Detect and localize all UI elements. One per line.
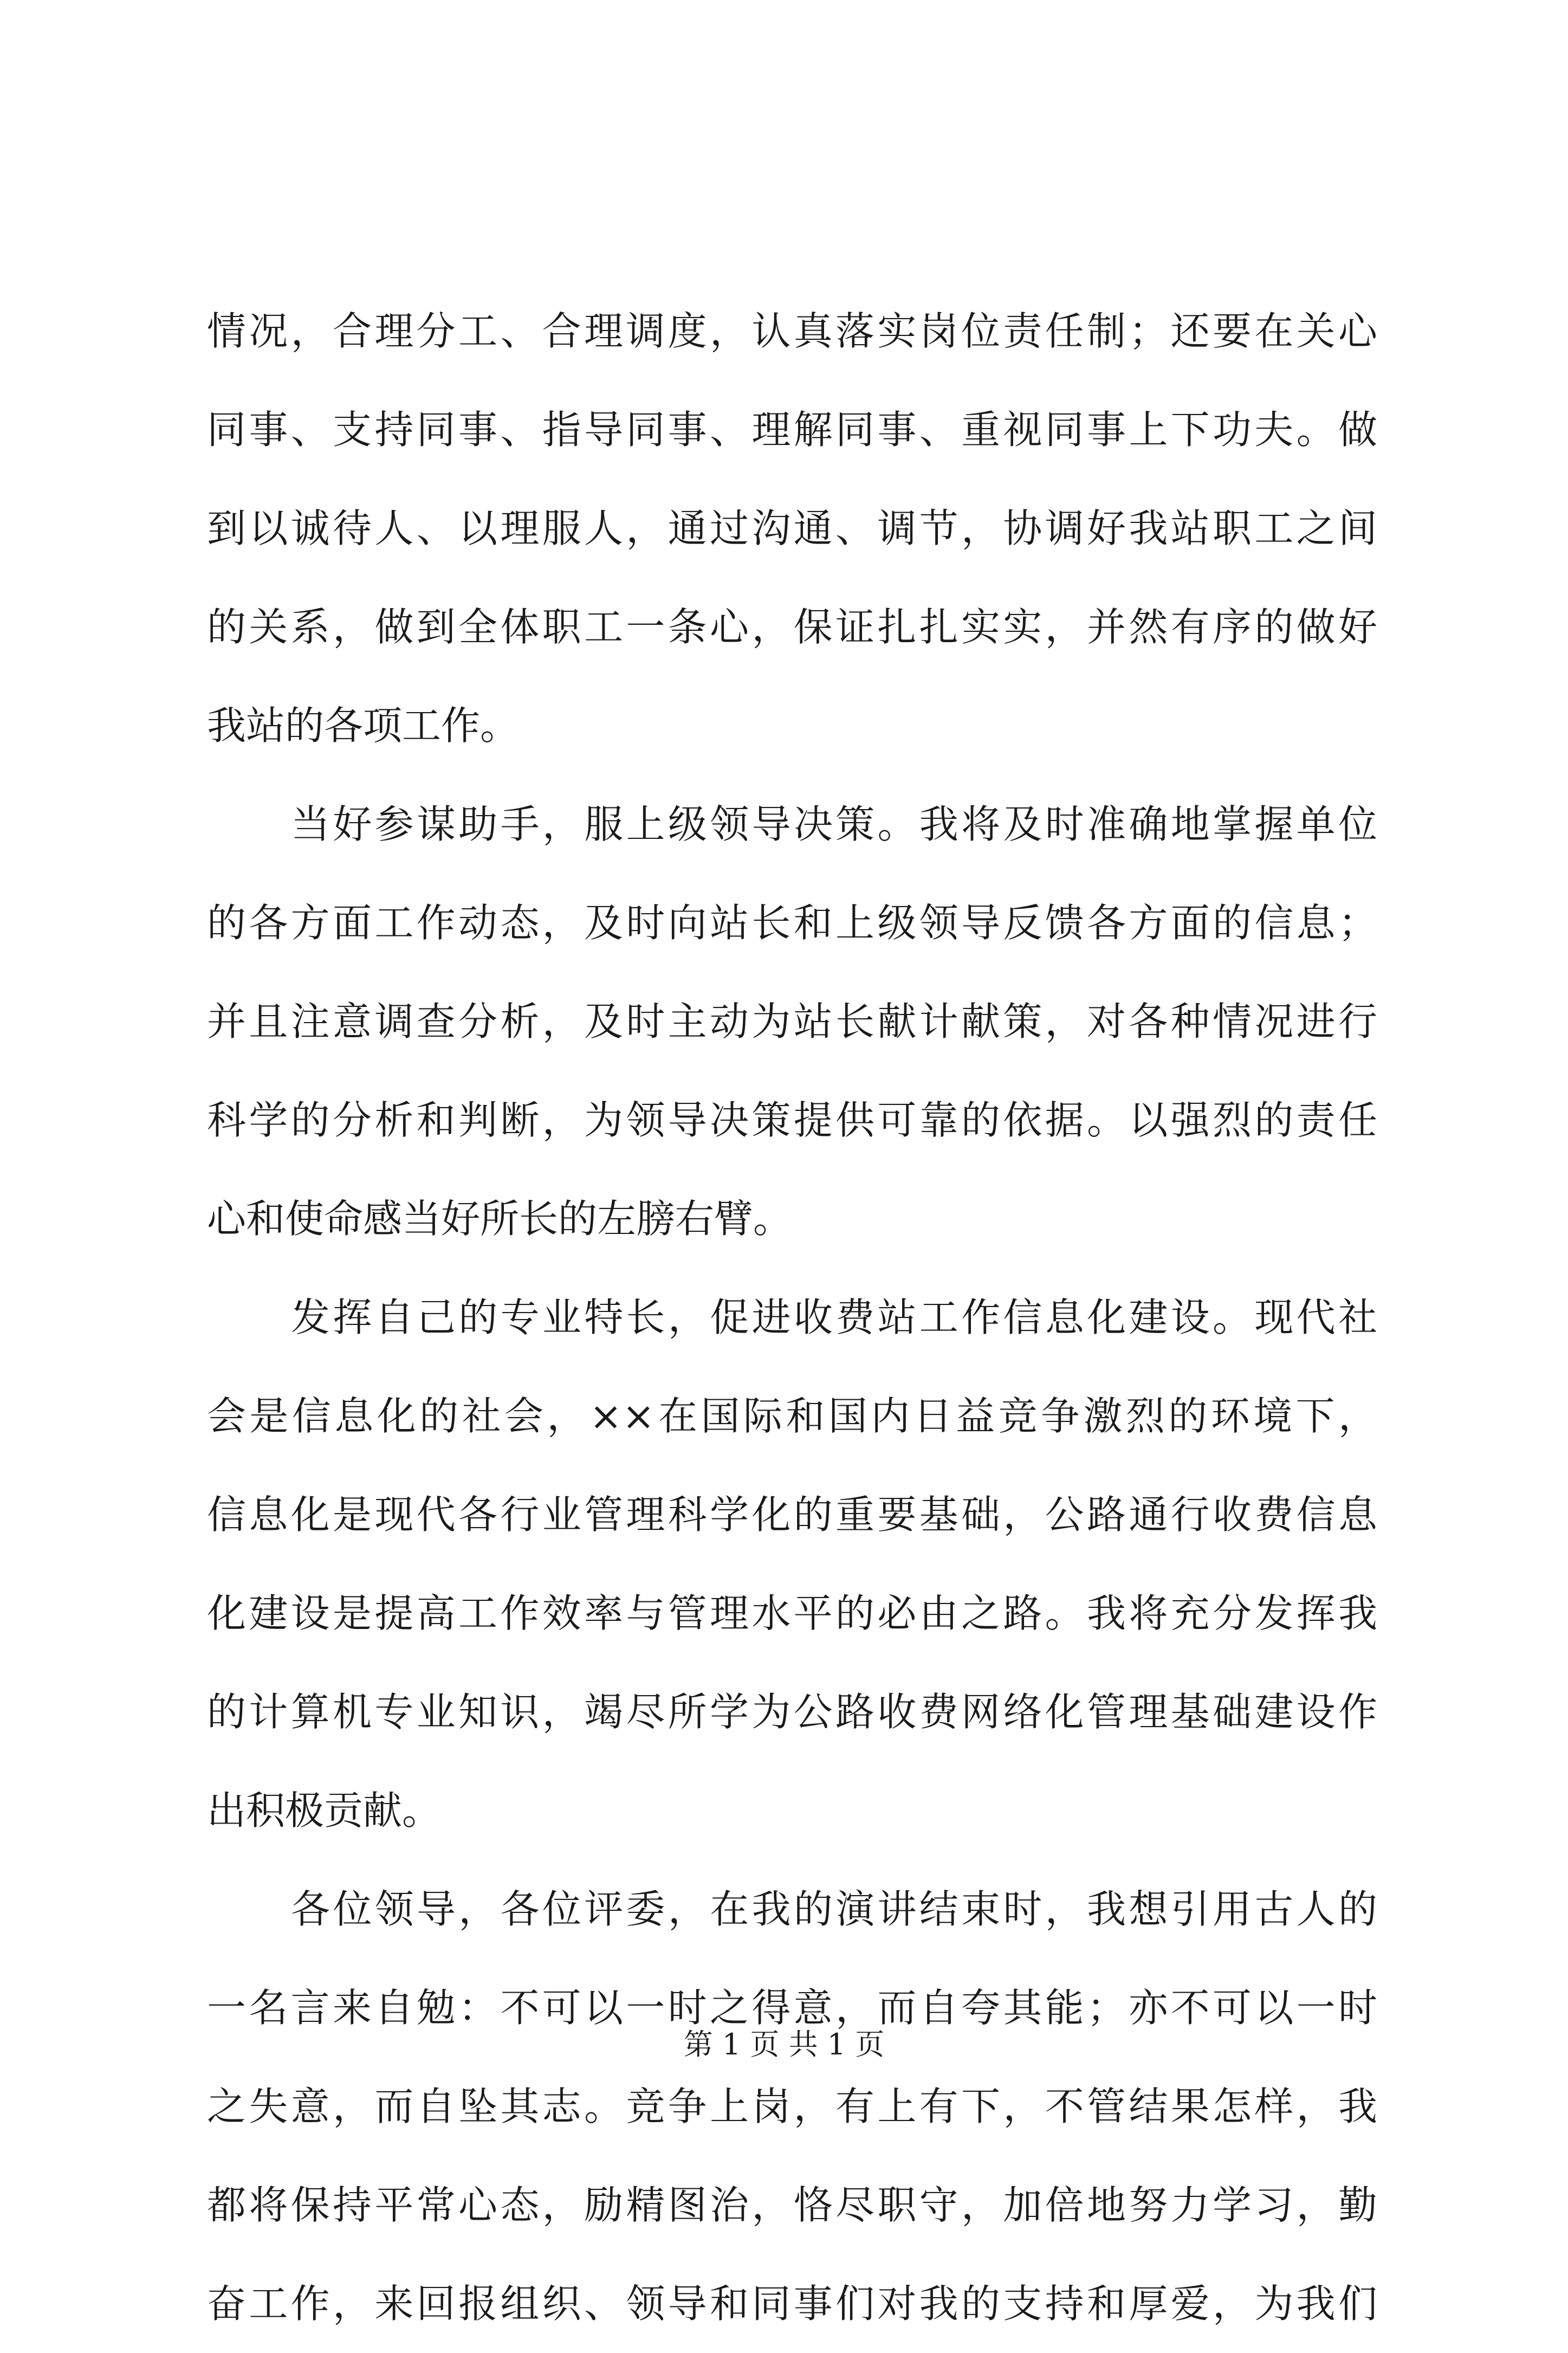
- text-line: 我站的各项工作。: [207, 703, 520, 748]
- text-line: 发挥自己的专业特长，促进收费站工作信息化建设。现代社: [291, 1295, 1377, 1340]
- text-line: 当好参谋助手，服上级领导决策。我将及时准确地掌握单位: [291, 801, 1377, 847]
- text-line: 的各方面工作动态，及时向站长和上级领导反馈各方面的信息；: [207, 900, 1377, 946]
- page-number-footer: 第 1 页 共 1 页: [683, 2027, 885, 2061]
- text-line: 会是信息化的社会，××在国际和国内日益竞争激烈的环境下，: [207, 1393, 1377, 1439]
- text-line: 的计算机专业知识，竭尽所学为公路收费网络化管理基础建设作: [207, 1689, 1377, 1735]
- text-line: 出积极贡献。: [207, 1788, 442, 1833]
- text-line: 并且注意调查分析，及时主动为站长献计献策，对各种情况进行: [207, 999, 1377, 1044]
- text-line: 的关系，做到全体职工一条心，保证扎扎实实，并然有序的做好: [207, 604, 1377, 650]
- text-line: 信息化是现代各行业管理科学化的重要基础，公路通行收费信息: [207, 1492, 1377, 1537]
- paragraph-1: [207, 282, 1377, 775]
- text-line: 奋工作，来回报组织、领导和同事们对我的支持和厚爱，为我们: [207, 2281, 1377, 2326]
- text-line: 各位领导，各位评委，在我的演讲结束时，我想引用古人的: [291, 1886, 1377, 1932]
- paragraph-3: [207, 1268, 1377, 1860]
- paragraph-4: [207, 1860, 1377, 2353]
- text-line: 同事、支持同事、指导同事、理解同事、重视同事上下功夫。做: [207, 407, 1377, 452]
- text-line: 一名言来自勉：不可以一时之得意，而自夸其能；亦不可以一时: [207, 1985, 1377, 2031]
- text-line: 之失意，而自坠其志。竞争上岗，有上有下，不管结果怎样，我: [207, 2084, 1377, 2129]
- paragraph-2: [207, 775, 1377, 1268]
- text-line: 都将保持平常心态，励精图治，恪尽职守，加倍地努力学习，勤: [207, 2182, 1377, 2228]
- text-line: 科学的分析和判断，为领导决策提供可靠的依据。以强烈的责任: [207, 1097, 1377, 1143]
- text-line: 心和使命感当好所长的左膀右臂。: [207, 1196, 793, 1242]
- text-line: 化建设是提高工作效率与管理水平的必由之路。我将充分发挥我: [207, 1591, 1377, 1636]
- text-line: 到以诚待人、以理服人，通过沟通、调节，协调好我站职工之间: [207, 506, 1377, 551]
- text-line: 情况，合理分工、合理调度，认真落实岗位责任制；还要在关心: [207, 308, 1377, 354]
